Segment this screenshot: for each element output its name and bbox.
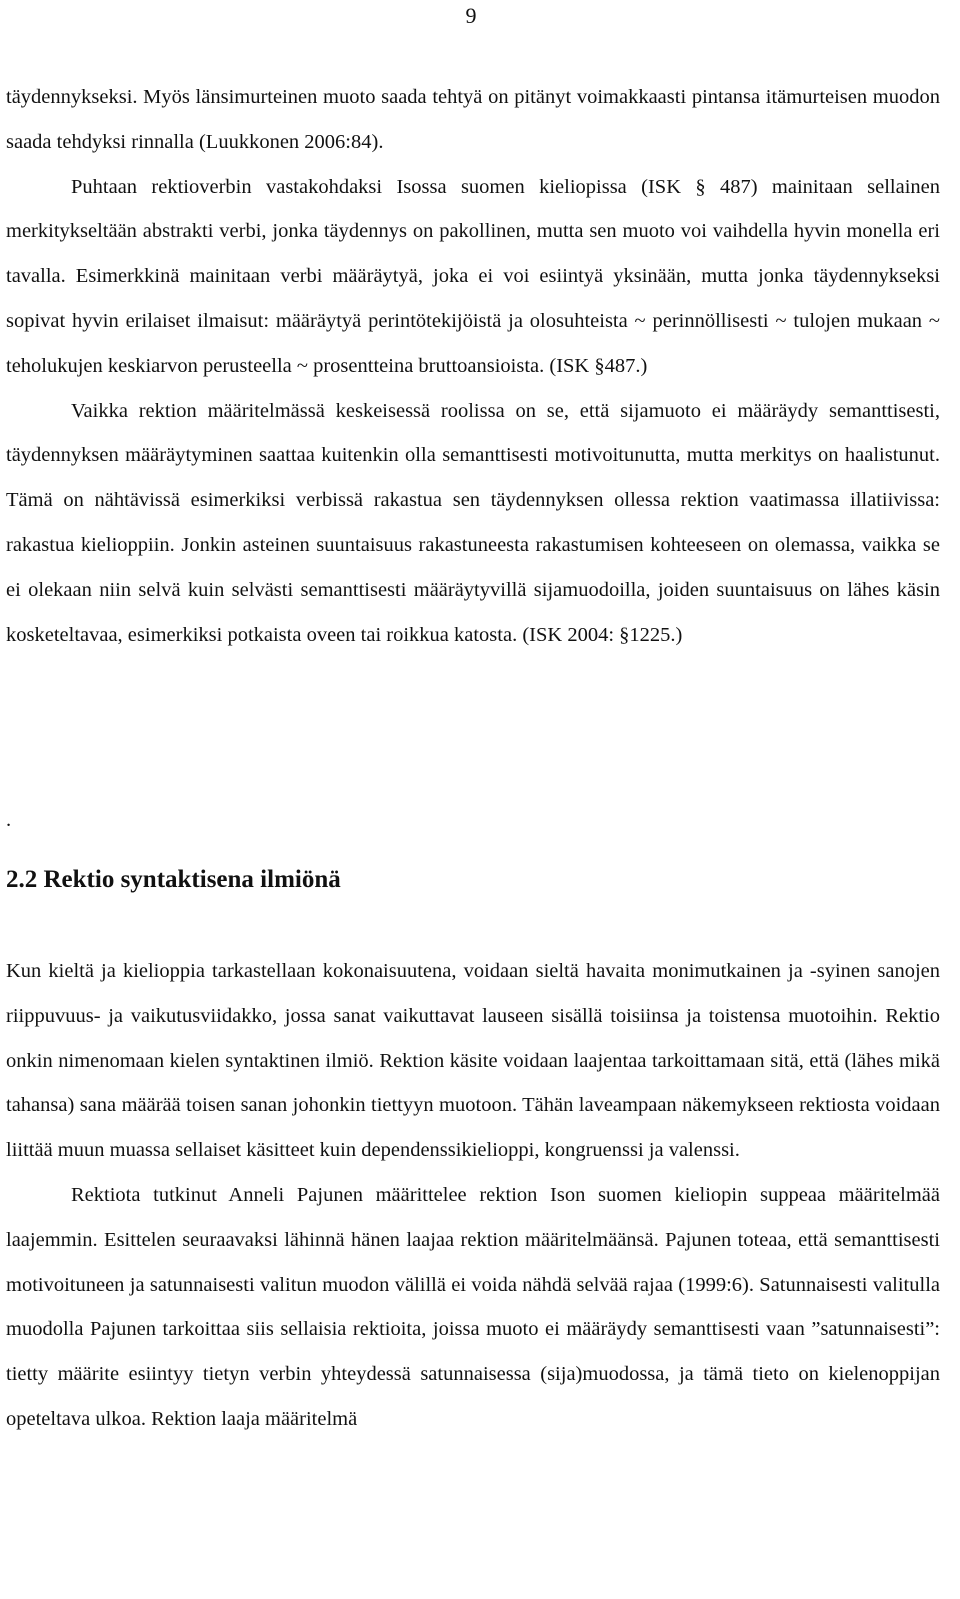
stray-period: .: [6, 809, 12, 831]
body-text-before-heading: [6, 75, 940, 657]
paragraph-pure-rection-verb: Puhtaan rektioverbin vastakohdaksi Isossa suomen kieliopissa (ISK § 487) mainitaan sellainen merkitykseltään abstrakti verbi, jonka täydennys on pakollinen, mutta sen muoto voi vaihdella hyvin monella eri tavalla. Esimerkkinä mainitaan verbi määräytyä, joka ei voi esiintyä yksinään, mutta jonka täydennykseksi sopivat hyvin erilaiset ilmaisut: määräytyä perintötekijöistä ja olosuhteista ~ perinnöllisesti ~ tulojen mukaan ~ teholukujen keskiarvon perusteella ~ prosentteina bruttoansioista. (ISK §487.): [6, 175, 940, 377]
paragraph-continuation: täydennykseksi. Myös länsimurteinen muoto saada tehtyä on pitänyt voimakkaasti pintansa itämurteisen muodon saada tehdyksi rinnalla (Luukkonen 2006:84).: [6, 86, 940, 153]
paragraph-syntactic-phenomenon: Kun kieltä ja kielioppia tarkastellaan kokonaisuutena, voidaan sieltä havaita monimutkainen ja -syinen sanojen riippuvuus- ja vaikutusviidakko, jossa sanat vaikuttavat lauseen sisällä toisiinsa ja toistensa muotoihin. Rektio onkin nimenomaan kielen syntaktinen ilmiö. Rektion käsite voidaan laajentaa tarkoittamaan sitä, että (lähes mikä tahansa) sana määrää toisen sanan johonkin tiettyyn muotoon. Tähän laveampaan näkemykseen rektiosta voidaan liittää muun muassa sellaiset käsitteet kuin dependenssikielioppi, kongruenssi ja valenssi.: [6, 960, 940, 1162]
paragraph-semantic-motivation: Vaikka rektion määritelmässä keskeisessä roolissa on se, että sijamuoto ei määräydy semanttisesti, täydennyksen määräytyminen saattaa kuitenkin olla semanttisesti motivoitunutta, mutta merkitys on haalistunut. Tämä on nähtävissä esimerkiksi verbissä rakastua sen täydennyksen ollessa rektion vaatimassa illatiivissa: rakastua kielioppiin. Jonkin asteinen suuntaisuus rakastuneesta rakastumisen kohteeseen on olemassa, vaikka se ei olekaan niin selvä kuin selvästi semanttisesti määräytyvillä sijamuodoilla, joiden suuntaisuus on lähes käsin kosketeltavaa, esimerkiksi potkaista oveen tai roikkua katosta. (ISK 2004: §1225.): [6, 399, 940, 646]
body-text-after-heading: [6, 949, 940, 1442]
paragraph-pajunen-definition: Rektiota tutkinut Anneli Pajunen määrittelee rektion Ison suomen kieliopin suppeaa määritelmää laajemmin. Esittelen seuraavaksi lähinnä hänen laajaa rektion määritelmäänsä. Pajunen toteaa, että semanttisesti motivoituneen ja satunnaisesti valitun muodon välillä ei voida nähdä selvää rajaa (1999:6). Satunnaisesti valitulla muodolla Pajunen tarkoittaa siis sellaisia rektioita, joissa muoto ei määräydy semanttisesti vaan ”satunnaisesti”: tietty määrite esiintyy tietyn verbin yhteydessä satunnaisessa (sija)muodossa, ja tämä tieto on kielenoppijan opeteltava ulkoa. Rektion laaja määritelmä: [6, 1183, 940, 1430]
stray-mark-line: [6, 800, 940, 840]
section-heading: 2.2 Rektio syntaktisena ilmiönä: [6, 866, 341, 893]
page-number: 9: [465, 3, 477, 28]
